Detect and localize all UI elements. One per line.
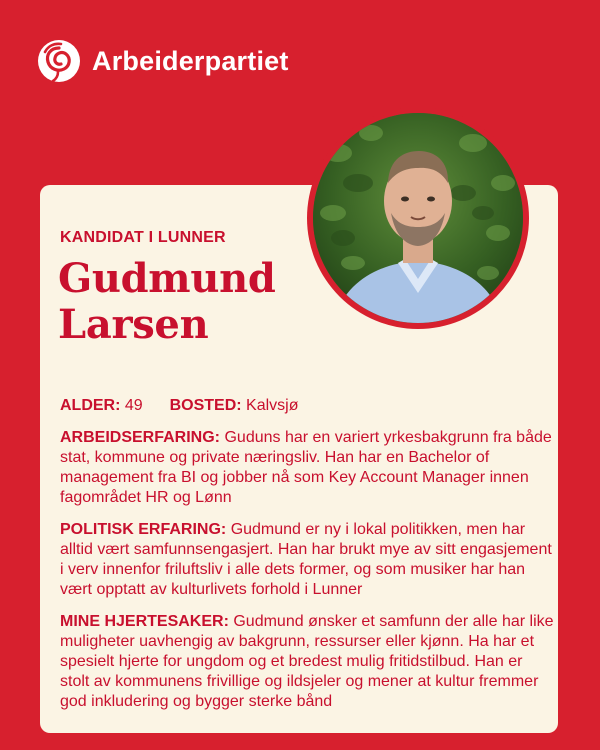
candidate-details: [60, 396, 556, 724]
facts-line: [60, 396, 556, 416]
heart-issues-label: MINE HJERTESAKER:: [60, 613, 229, 630]
work-experience-label: ARBEIDSERFARING:: [60, 429, 221, 446]
brand-name: Arbeiderpartiet: [92, 45, 289, 76]
candidate-kicker: KANDIDAT I LUNNER: [60, 229, 226, 246]
residence-label: BOSTED:: [169, 397, 242, 414]
work-experience: [60, 428, 556, 508]
candidate-name: [58, 256, 276, 348]
political-experience: [60, 520, 556, 600]
portrait-illustration: [313, 113, 523, 323]
rose-icon: [36, 38, 82, 84]
work-experience-text: Guduns har en variert yrkesbakgrunn fra både stat, kommune og private næringsliv. Han har en Bachelor of management fra BI og jobber nå som Key Account Manager innen fagområdet HR og Lønn: [60, 429, 552, 506]
candidate-last-name: Larsen: [58, 301, 209, 348]
brand-logo: [36, 38, 289, 84]
heart-issues: [60, 612, 556, 712]
residence-value: Kalvsjø: [246, 397, 299, 414]
candidate-first-name: Gudmund: [58, 255, 276, 302]
heart-issues-text: Gudmund ønsker et samfunn der alle har like muligheter uavhengig av bakgrunn, ressurser eller kjønn. Ha har et spesielt hjerte for ungdom og et bredest mulig fritidstilbud. Han er stolt av kommunens frivillige og ildsjeler og mener at kultur fremmer god inkludering og bygger sterke bånd: [60, 613, 554, 710]
political-experience-text: Gudmund er ny i lokal politikken, men har alltid vært samfunnsengasjert. Han har brukt mye av sitt engasjement i verv innenfor friluftsliv i alle dets former, og som musiker har han vært opptatt av kulturlivets forhold i Lunner: [60, 521, 552, 598]
political-experience-label: POLITISK ERFARING:: [60, 521, 227, 538]
age-label: ALDER:: [60, 397, 121, 414]
photo-ring: [307, 107, 529, 329]
age-value: 49: [124, 397, 143, 414]
candidate-photo: [313, 113, 523, 323]
